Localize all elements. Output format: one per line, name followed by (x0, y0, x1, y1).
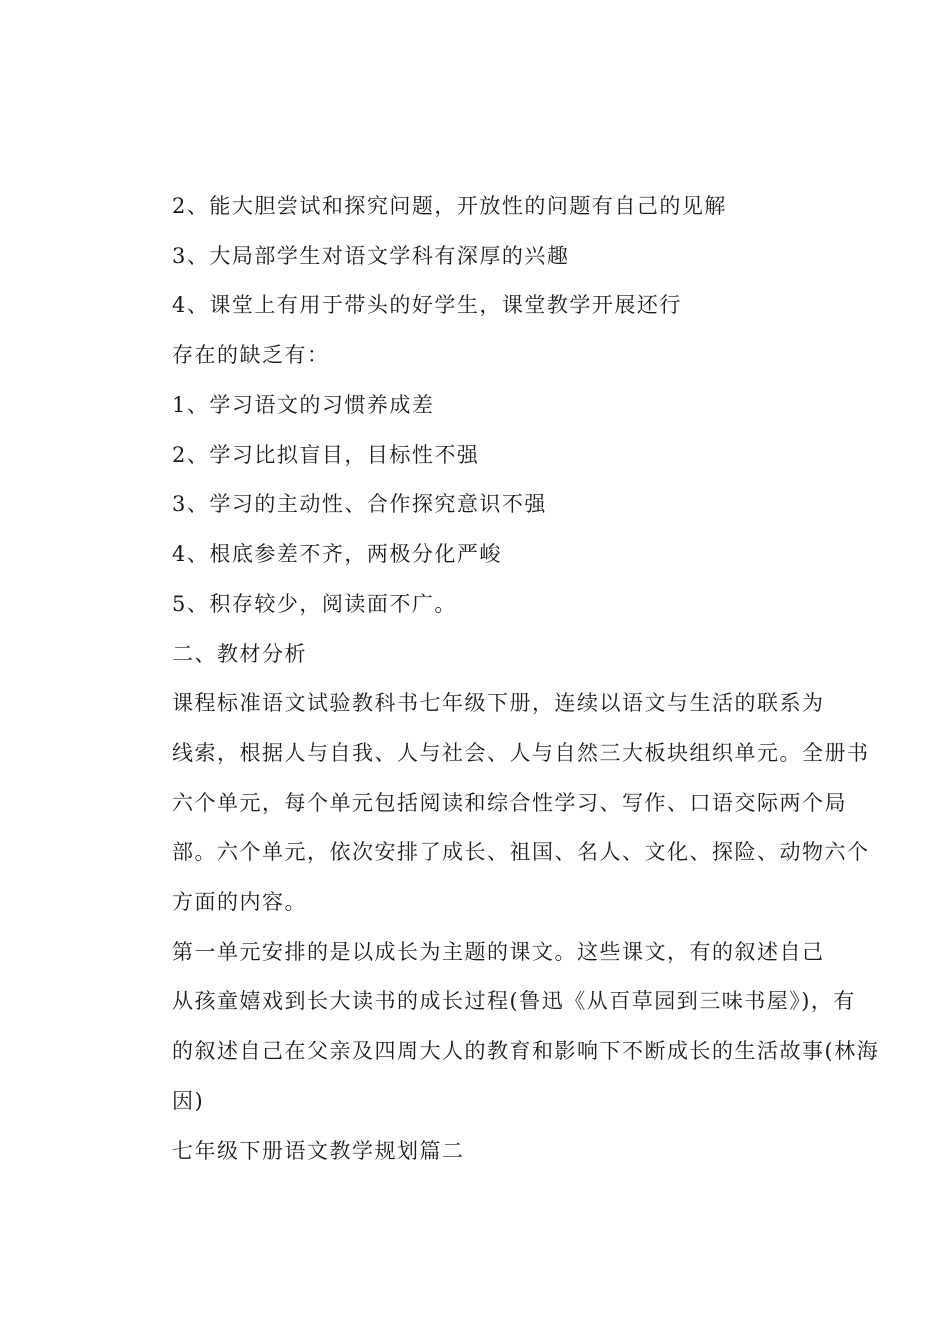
section-title: 七年级下册语文教学规划篇二 (172, 1139, 465, 1163)
paragraph-line: 线索，根据人与自我、人与社会、人与自然三大板块组织单元。全册书 (172, 741, 870, 765)
text-line: 3、学习的主动性、合作探究意识不强 (172, 492, 547, 516)
text-line: 4、课堂上有用于带头的好学生，课堂教学开展还行 (172, 293, 682, 317)
text-line: 3、大局部学生对语文学科有深厚的兴趣 (172, 244, 570, 268)
paragraph-line: 从孩童嬉戏到长大读书的成长过程(鲁迅《从百草园到三味书屋》)，有 (172, 989, 856, 1013)
paragraph-line: 方面的内容。 (172, 890, 307, 914)
text-line: 2、学习比拟盲目，目标性不强 (172, 443, 480, 467)
paragraph-line: 课程标准语文试验教科书七年级下册，连续以语文与生活的联系为 (172, 691, 825, 715)
text-line: 1、学习语文的习惯养成差 (172, 393, 435, 417)
paragraph-line: 部。六个单元，依次安排了成长、祖国、名人、文化、探险、动物六个 (172, 840, 870, 864)
paragraph-line: 因) (172, 1089, 205, 1113)
text-line: 2、能大胆尝试和探究问题，开放性的问题有自己的见解 (172, 194, 727, 218)
text-line: 4、根底参差不齐，两极分化严峻 (172, 542, 502, 566)
text-line: 存在的缺乏有： (172, 343, 330, 367)
paragraph-line: 第一单元安排的是以成长为主题的课文。这些课文，有的叙述自己 (172, 940, 825, 964)
paragraph-line: 六个单元，每个单元包括阅读和综合性学习、写作、口语交际两个局 (172, 791, 847, 815)
paragraph-line: 的叙述自己在父亲及四周大人的教育和影响下不断成长的生活故事(林海 (172, 1039, 880, 1063)
text-line: 5、积存较少，阅读面不广。 (172, 592, 457, 616)
section-heading: 二、教材分析 (172, 642, 307, 666)
